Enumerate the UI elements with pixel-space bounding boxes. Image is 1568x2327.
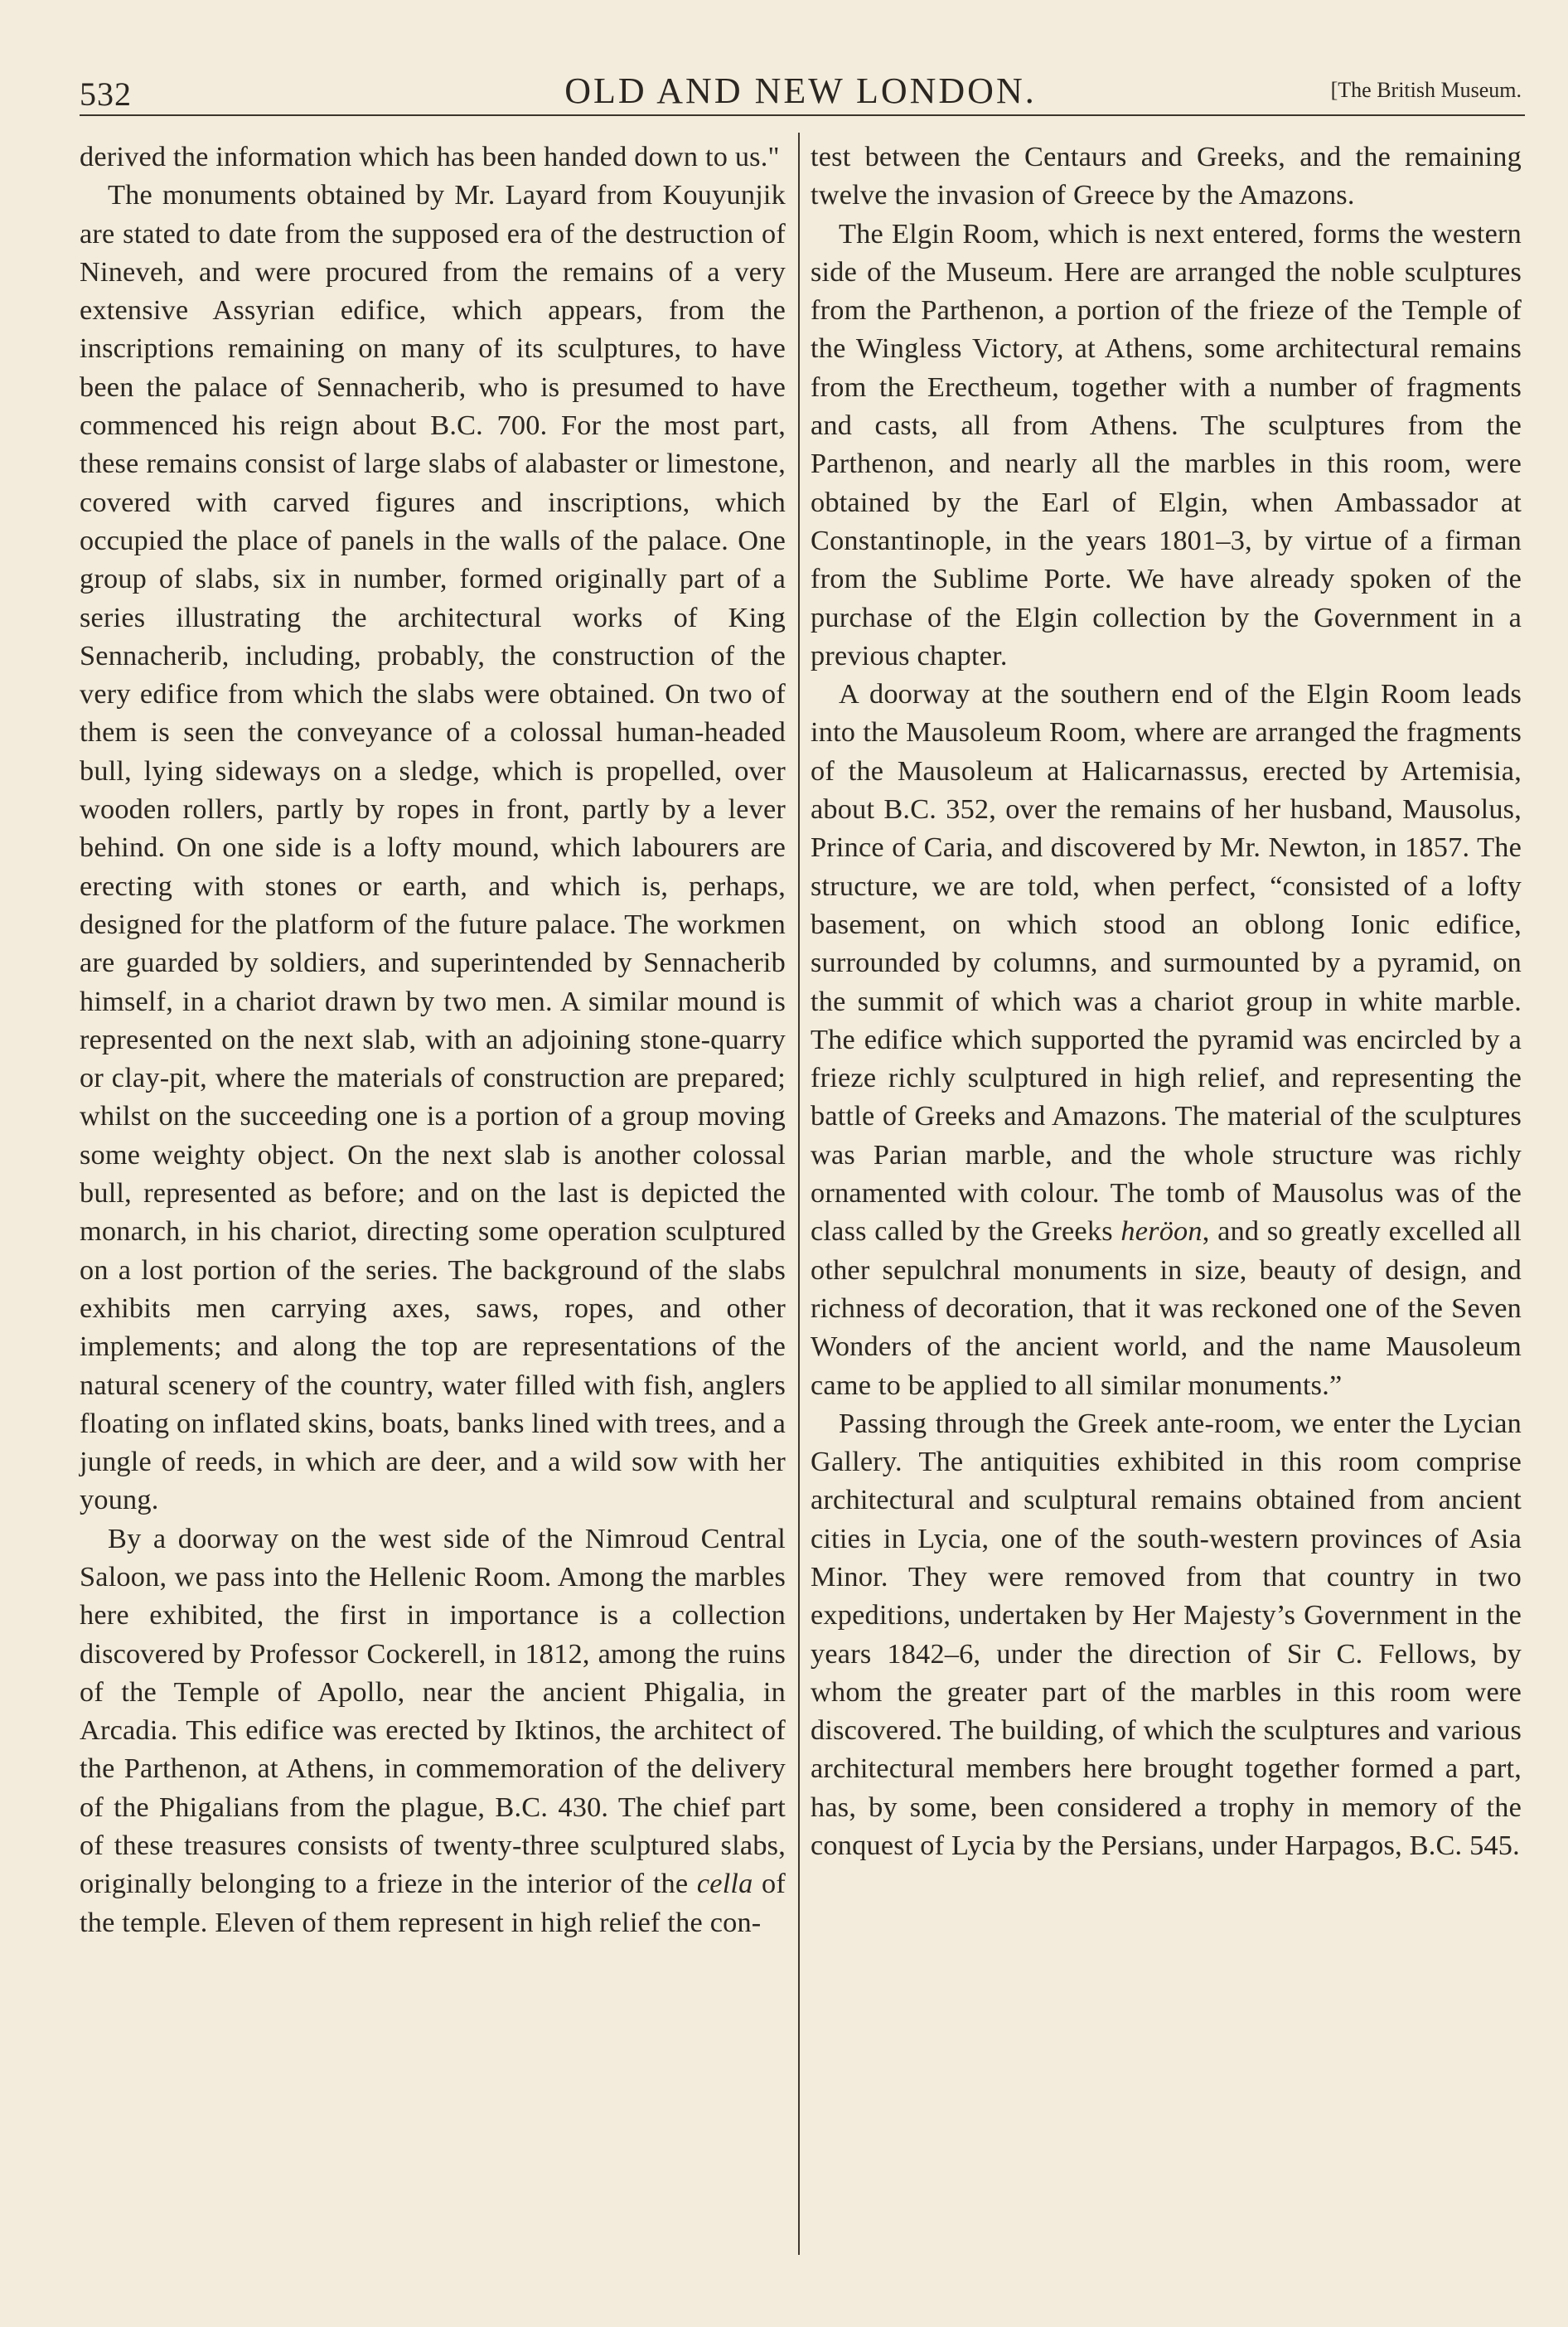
- running-header: [80, 65, 1522, 118]
- paragraph: The monuments obtained by Mr. Layard from Kouyunjik are stated to date from the supposed era of the destruction of Nineveh, and were procured from the remains of a very extensive Assyrian edifice, which appears, from the inscriptions remaining on many of its sculptures, to have been the palace of Sennacherib, who is presumed to have commenced his reign about B.C. 700. For the most part, these remains consist of large slabs of alabaster or limestone, covered with carved figures and inscriptions, which occupied the place of panels in the walls of the palace. One group of slabs, six in number, formed originally part of a series illustrating the architectural works of King Sennacherib, including, probably, the construction of the very edifice from which the slabs were obtained. On two of them is seen the conveyance of a colossal human-headed bull, lying sideways on a sledge, which is propelled, over wooden rollers, partly by ropes in front, partly by a lever behind. On one side is a lofty mound, which labourers are erecting with stones or earth, and which is, perhaps, designed for the platform of the future palace. The workmen are guarded by soldiers, and superintended by Sennacherib himself, in a chariot drawn by two men. A similar mound is represented on the next slab, with an adjoining stone-quarry or clay-pit, where the materials of construction are prepared; whilst on the succeeding one is a portion of a group moving some weighty object. On the next slab is another colossal bull, represented as before; and on the last is depicted the monarch, in his chariot, directing some operation sculptured on a lost portion of the series. The background of the slabs exhibits men carrying axes, saws, ropes, and other implements; and along the top are representations of the natural scenery of the country, water filled with fish, anglers floating on inflated skins, boats, banks lined with trees, and a jungle of reeds, in which are deer, and a wild sow with her young.: [80, 179, 786, 1516]
- paragraph-text: By a doorway on the west side of the Nimroud Central Saloon, we pass into the Hellenic Room. Among the marbles here exhibited, the first in importance is a collection discovered by Professor Cockerell, in 1812, among the ruins of the Temple of Apollo, near the ancient Phigalia, in Arcadia. This edifice was erected by Iktinos, the architect of the Parthenon, at Athens, in commemoration of the delivery of the Phigalians from the plague, B.C. 430. The chief part of these treasures consists of twenty-three sculptured slabs, originally belonging to a frieze in the interior of the: [80, 1522, 786, 1900]
- paragraph: [811, 675, 1522, 1404]
- italic-term: heröon: [1120, 1215, 1203, 1248]
- paragraph: The Elgin Room, which is next entered, forms the western side of the Museum. Here are arranged the noble sculptures from the Parthenon, a portion of the frieze of the Temple of the Wingless Victory, at Athens, some architectural remains from the Erectheum, together with a number of fragments and casts, all from Athens. The sculptures from the Parthenon, and nearly all the marbles in this room, were obtained by the Earl of Elgin, when Ambassador at Constantinople, in the years 1801–3, by virtue of a firman from the Sublime Porte. We have already spoken of the purchase of the Elgin collection by the Government in a previous chapter.: [811, 217, 1522, 671]
- page-number: 532: [80, 75, 132, 113]
- paragraph: [80, 1520, 786, 1942]
- paragraph-text: A doorway at the southern end of the Elgin Room leads into the Mausoleum Room, where are arranged the fragments of the Mausoleum at Halicarnassus, erected by Artemisia, about B.C. 352, over the remains of her husband, Mausolus, Prince of Caria, and discovered by Mr. Newton, in 1857. The structure, we are told, when perfect, “consisted of a lofty basement, on which stood an oblong Ionic edifice, surrounded by columns, and surmounted by a pyramid, on the summit of which was a chariot group in white marble. The edifice which supported the pyramid was encircled by a frieze richly sculptured in high relief, and representing the battle of Greeks and Amazons. The material of the sculptures was Parian marble, and the whole structure was richly ornamented with colour. The tomb of Mausolus was of the class called by the Greeks: [811, 678, 1522, 1248]
- paragraph: Passing through the Greek ante-room, we enter the Lycian Gallery. The antiquities exhibited in this room comprise architectural and sculptural remains obtained from ancient cities in Lycia, one of the south-western provinces of Asia Minor. They were removed from that country in two expeditions, undertaken by Her Majesty’s Government in the years 1842–6, under the direction of Sir C. Fellows, by whom the greater part of the marbles in this room were discovered. The building, of which the sculptures and various architectural members here brought together formed a part, has, by some, been considered a trophy in memory of the conquest of Lycia by the Persians, under Harpagos, B.C. 545.: [811, 1407, 1522, 1862]
- right-column: [811, 138, 1522, 1864]
- paragraph-text: of the temple. Eleven of them represent in high relief the con-: [80, 1868, 786, 1938]
- italic-term: cella: [696, 1868, 753, 1900]
- paragraph-text: , and so greatly excelled all other sepulchral monuments in size, beauty of design, and richness of decoration, that it was reckoned one of the Seven Wonders of the ancient world, and the name Mausoleum came to be applied to all similar monuments.”: [811, 1215, 1522, 1401]
- running-title: OLD AND NEW LONDON.: [564, 70, 1037, 111]
- paragraph: test between the Centaurs and Greeks, and the remaining twelve the invasion of Greece by the Amazons.: [811, 141, 1522, 211]
- left-column: [80, 138, 786, 1942]
- paragraph: derived the information which has been handed down to us.": [80, 141, 780, 172]
- column-divider: [798, 133, 800, 2255]
- header-rule: [80, 114, 1525, 116]
- section-title: [The British Museum.: [1330, 78, 1522, 102]
